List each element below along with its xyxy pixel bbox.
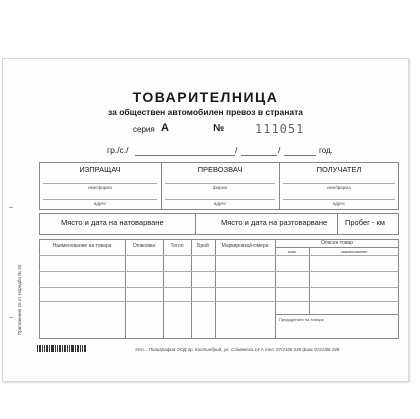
fold-mark-top: [9, 207, 13, 208]
date-separator-2: /: [278, 145, 281, 155]
col-divider-2: [163, 239, 164, 339]
sender-firm-label: име/фирма: [88, 185, 112, 190]
route-divider-2: [337, 213, 338, 235]
carrier-firm-label: фирма: [212, 185, 228, 190]
receiver-firm-label: име/фирма: [327, 185, 351, 190]
fold-mark-bottom: [9, 317, 13, 318]
series-value: А: [161, 122, 169, 134]
table-row-line-2: [39, 271, 399, 272]
carrier-heading: ПРЕВОЗВАЧ: [197, 165, 243, 174]
form-title: ТОВАРИТЕЛНИЦА: [132, 89, 279, 105]
col-divider-5: [275, 239, 276, 339]
sender-address-label: адрес: [93, 201, 107, 206]
year-line[interactable]: [284, 155, 316, 156]
sender-heading: ИЗПРАЩАЧ: [79, 165, 121, 174]
col-packing: Опаковка: [132, 243, 156, 249]
series-label: серия: [133, 125, 155, 134]
table-row-line-1: [39, 255, 399, 256]
date-separator: /: [235, 145, 238, 155]
mileage-label: Пробег - км: [345, 218, 385, 227]
date-line[interactable]: [241, 155, 277, 156]
city-line[interactable]: [135, 155, 235, 156]
col-divider-3: [191, 239, 192, 339]
receiver-address-line[interactable]: [283, 199, 395, 200]
col-divider-6: [309, 247, 310, 314]
col-count: Брой: [197, 243, 209, 249]
receiver-heading: ПОЛУЧАТЕЛ: [316, 165, 362, 174]
col-weight: Тегло: [170, 243, 184, 249]
number-sign: №: [213, 123, 225, 134]
city-label: гр./с./: [107, 145, 129, 155]
sender-firm-line[interactable]: [43, 183, 157, 184]
loading-place-label: Място и дата на натоварване: [61, 218, 164, 227]
table-row-line-3: [39, 287, 399, 288]
receiver-address-label: адрес: [332, 201, 346, 206]
carrier-address-line[interactable]: [165, 199, 275, 200]
unloading-place-label: Място и дата на разтоварване: [221, 218, 328, 227]
route-divider-1: [195, 213, 196, 235]
handed-over-label: Предадените на товара:: [279, 317, 325, 322]
year-label: год.: [319, 146, 333, 155]
table-row-line-4: [39, 301, 399, 302]
goods-table: [39, 239, 399, 339]
col-dangerous-name: наименование: [340, 249, 368, 254]
carrier-firm-line[interactable]: [165, 183, 275, 184]
col-divider-1: [125, 239, 126, 339]
col-dangerous: Опасен товар: [321, 240, 353, 246]
col-divider-4: [215, 239, 216, 339]
document-number: 111051: [255, 122, 305, 136]
handed-over-line: [275, 314, 399, 315]
col-marking: Маркировка/номера: [221, 243, 269, 249]
dangerous-subheader-line: [275, 247, 399, 248]
waybill-form: [2, 58, 409, 382]
carrier-address-label: адрес: [213, 201, 227, 206]
col-dangerous-class: клас: [287, 249, 297, 254]
barcode: [37, 345, 87, 352]
printer-footer: Уст... Полиграфия ООД гр. Костинброд, ул. Славянски 14 А тел. 07/2106 245 факс 0721/66 248: [135, 347, 340, 352]
receiver-firm-line[interactable]: [283, 183, 395, 184]
sender-address-line[interactable]: [43, 199, 157, 200]
form-subtitle: за обществен автомобилен превоз в страната: [108, 107, 303, 117]
col-name: Наименование на товара: [52, 243, 112, 249]
side-annex-text: Приложение 15 от Наредба № 33: [17, 264, 22, 335]
